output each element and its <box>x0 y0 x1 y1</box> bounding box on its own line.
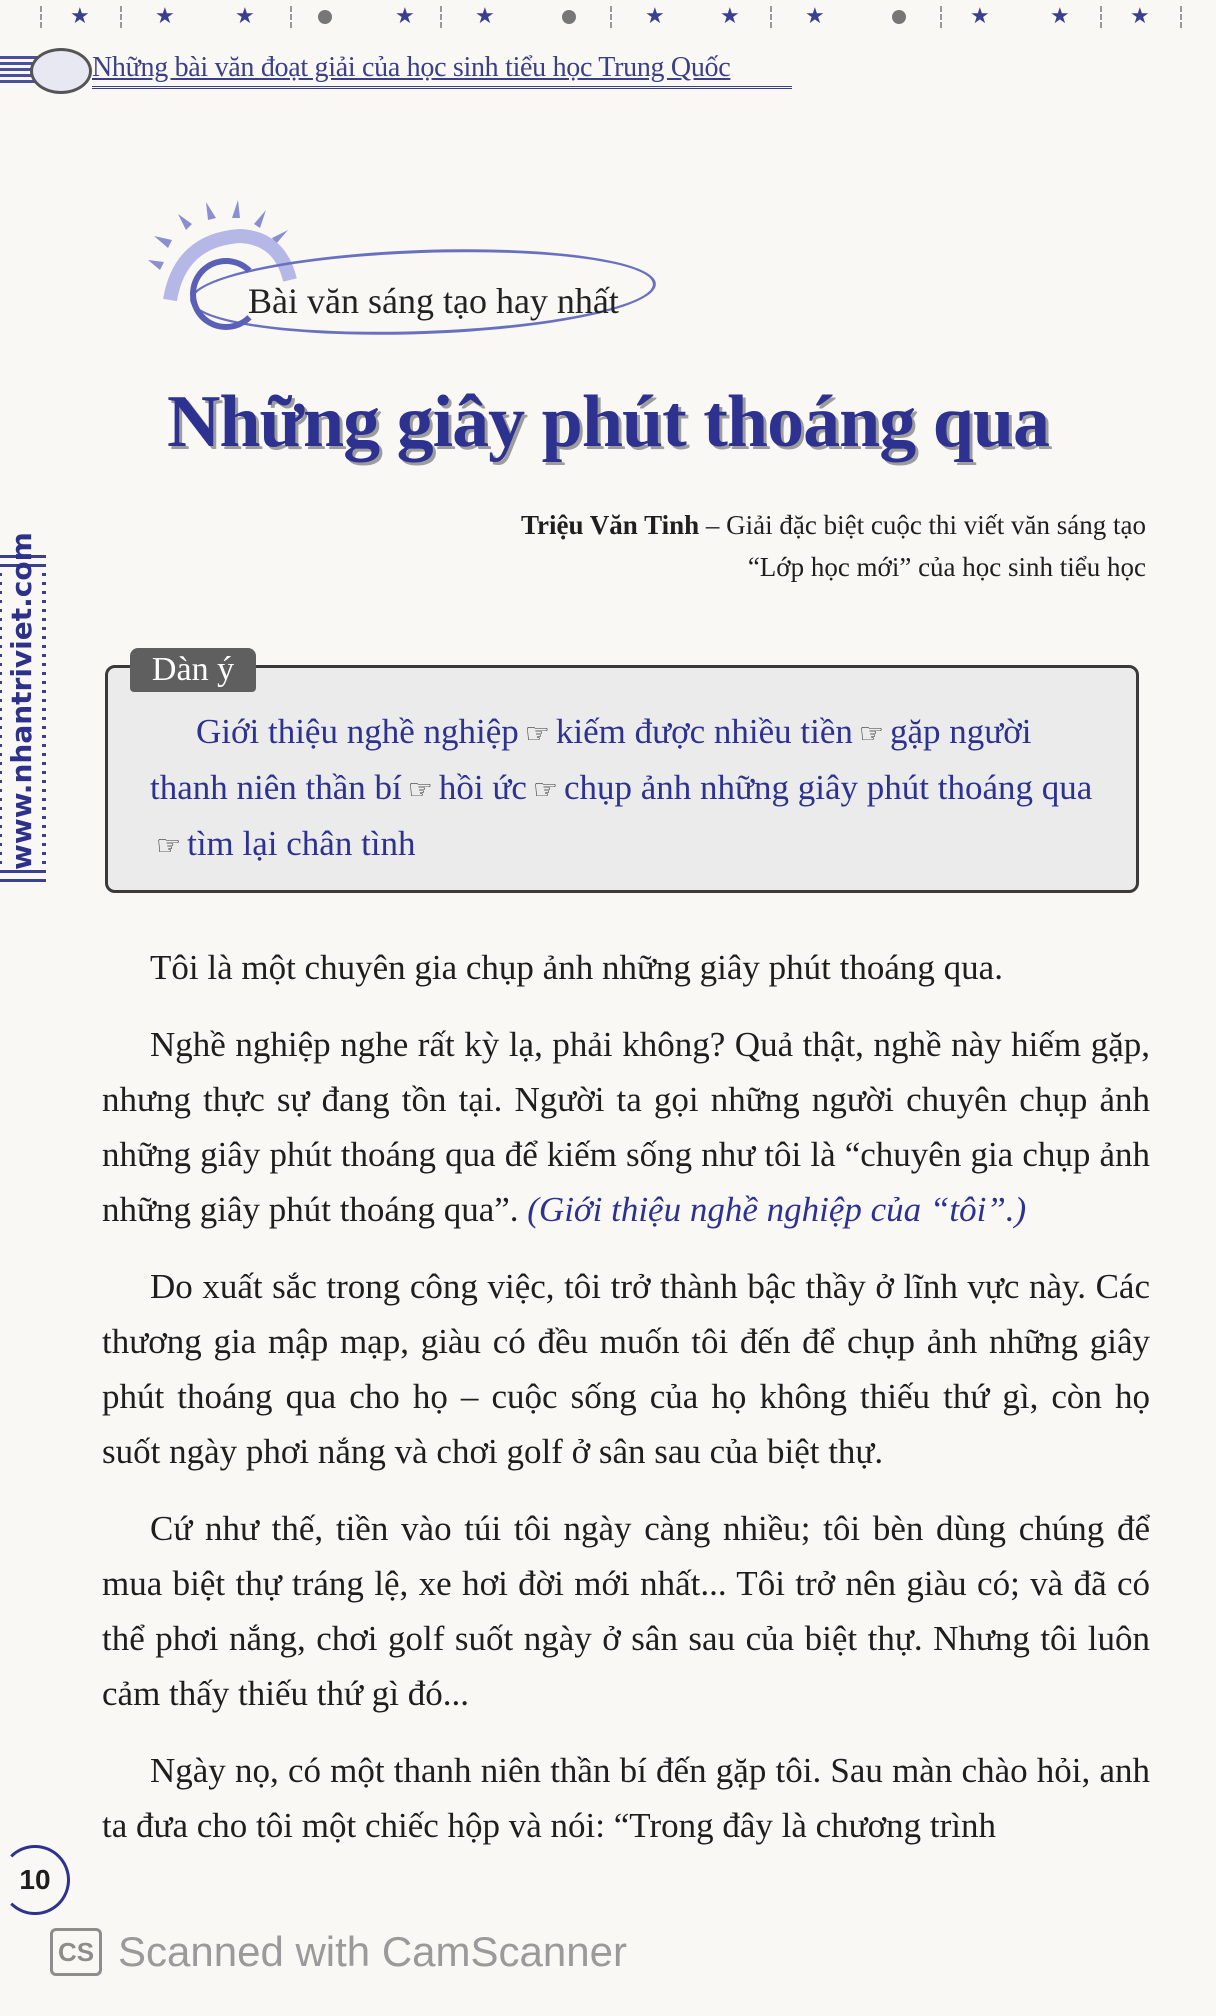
pointing-hand-icon: ☞ <box>524 717 550 750</box>
paragraph-text: Nghề nghiệp nghe rất kỳ lạ, phải không? Quả thật, nghề này hiếm gặp, nhưng thực sự đang tồn tại. Người ta gọi những người chuyên chụp ảnh những giây phút thoáng qua để kiếm sống như tôi là “chuyên gia chụp ảnh những giây phút thoáng qua”. <box>102 1025 1150 1229</box>
paragraph <box>102 1017 1150 1237</box>
side-watermark: www.nhantriviet.com <box>2 570 42 870</box>
pointing-hand-icon: ☞ <box>407 773 433 806</box>
border-dash <box>610 6 614 28</box>
author-credit <box>521 504 1146 588</box>
border-dash <box>40 6 44 28</box>
border-dash <box>1180 6 1184 28</box>
star-icon: ★ <box>395 4 415 29</box>
scanner-footer <box>50 1922 627 1982</box>
dot-icon <box>318 10 332 24</box>
author-award-1: – Giải đặc biệt cuộc thi viết văn sáng tạo <box>699 510 1146 540</box>
author-name: Triệu Văn Tinh <box>521 510 700 540</box>
star-icon: ★ <box>645 4 665 29</box>
running-title: Những bài văn đoạt giải của học sinh tiểu học Trung Quốc <box>92 52 731 83</box>
star-icon: ★ <box>1130 4 1150 29</box>
outline-step: tìm lại chân tình <box>187 824 416 863</box>
paragraph: Do xuất sắc trong công việc, tôi trở thành bậc thầy ở lĩnh vực này. Các thương gia mập mạp, giàu có đều muốn tôi đến để chụp ảnh những giây phút thoáng qua cho họ – cuộc sống của họ không thiếu thứ gì, còn họ suốt ngày phơi nắng và chơi golf ở sân sau của biệt thự. <box>102 1267 1150 1471</box>
article-title: Những giây phút thoáng qua <box>166 381 1050 463</box>
outline-step: Giới thiệu nghề nghiệp <box>196 712 519 751</box>
camscanner-logo-icon: CS <box>50 1928 102 1976</box>
section-banner <box>140 190 660 350</box>
outline-step: chụp ảnh những giây phút thoáng qua <box>563 768 1093 807</box>
dot-icon <box>562 10 576 24</box>
article-body <box>102 940 1150 1875</box>
star-icon: ★ <box>1050 4 1070 29</box>
header-rule <box>92 86 792 89</box>
paragraph: Tôi là một chuyên gia chụp ảnh những giây phút thoáng qua. <box>150 948 1003 987</box>
author-award-2: “Lớp học mới” của học sinh tiểu học <box>747 552 1146 582</box>
star-icon: ★ <box>970 4 990 29</box>
border-dash <box>120 6 124 28</box>
running-header <box>0 46 800 94</box>
editor-note: (Giới thiệu nghề nghiệp của “tôi”.) <box>527 1190 1027 1229</box>
star-icon: ★ <box>475 4 495 29</box>
border-dash <box>1100 6 1104 28</box>
border-dash <box>770 6 774 28</box>
outline-step: kiếm được nhiều tiền <box>555 712 853 751</box>
section-label: Bài văn sáng tạo hay nhất <box>248 281 619 321</box>
dot-icon <box>892 10 906 24</box>
publisher-logo-icon <box>30 48 92 94</box>
pointing-hand-icon: ☞ <box>156 829 182 862</box>
page-number: 10 <box>0 1845 70 1915</box>
star-icon: ★ <box>805 4 825 29</box>
star-icon: ★ <box>155 4 175 29</box>
star-icon: ★ <box>235 4 255 29</box>
outline-step: hồi ức <box>438 768 527 807</box>
top-star-border <box>0 0 1216 40</box>
border-dash <box>290 6 294 28</box>
paragraph: Ngày nọ, có một thanh niên thần bí đến gặp tôi. Sau màn chào hỏi, anh ta đưa cho tôi một chiếc hộp và nói: “Trong đây là chương trình <box>102 1751 1150 1845</box>
pointing-hand-icon: ☞ <box>532 773 558 806</box>
star-icon: ★ <box>70 4 90 29</box>
scanner-text: Scanned with CamScanner <box>118 1928 627 1975</box>
outline-tab: Dàn ý <box>130 648 256 692</box>
border-dash <box>440 6 444 28</box>
author-line-1 <box>521 504 1146 546</box>
pointing-hand-icon: ☞ <box>858 717 884 750</box>
star-icon: ★ <box>720 4 740 29</box>
border-dash <box>940 6 944 28</box>
outline-step: gặp người thanh niên thần bí <box>150 712 1032 807</box>
paragraph: Cứ như thế, tiền vào túi tôi ngày càng nhiều; tôi bèn dùng chúng để mua biệt thự tráng lệ, xe hơi đời mới nhất... Tôi trở nên giàu có; và đã có thể phơi nắng, chơi golf suốt ngày ở sân sau của biệt thự. Nhưng tôi luôn cảm thấy thiếu thứ gì đó... <box>102 1509 1150 1713</box>
outline-text <box>150 705 1110 873</box>
